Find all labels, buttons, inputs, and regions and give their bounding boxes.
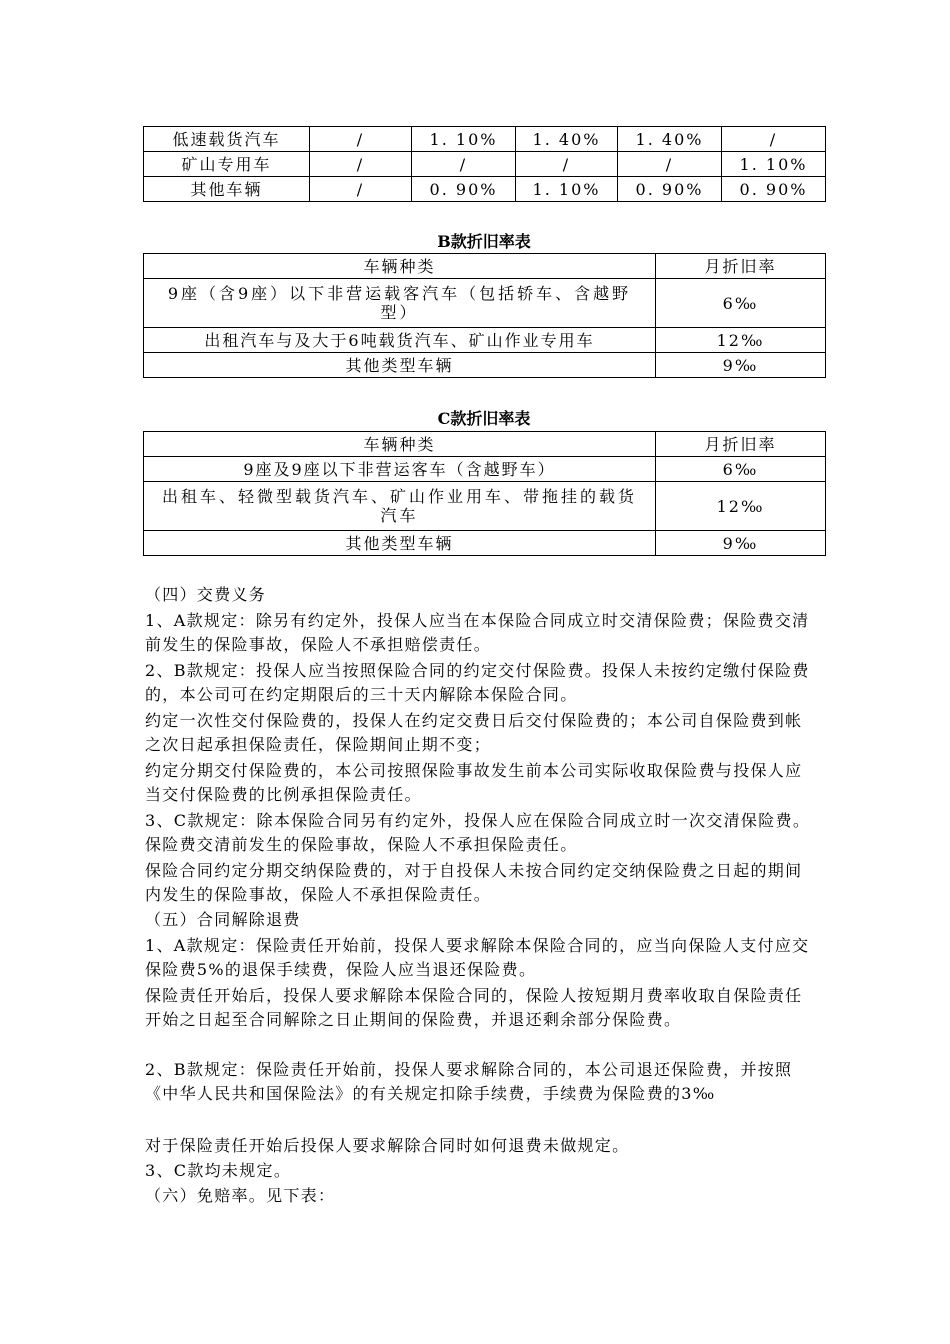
table-cell: 1. 10% <box>412 127 516 152</box>
paragraph: 3、C款均未规定。 <box>145 1161 292 1180</box>
paragraph: 2、B款规定：投保人应当按照保险合同的约定交付保险费。投保人未按约定缴付保险费的，本公司可在约定期限后的三十天内解除本保险合同。 <box>145 661 810 704</box>
paragraph: 保险责任开始后，投保人要求解除本保险合同的，保险人按短期月费率收取自保险责任开始之日起至合同解除之日止期间的保险费，并退还剩余部分保险费。 <box>145 986 803 1029</box>
table-cell: 9‰ <box>656 353 826 378</box>
table-row <box>144 457 826 482</box>
table-row <box>144 152 826 177</box>
table-cell: 出租车、轻微型载货汽车、矿山作业用车、带拖挂的载货汽车 <box>144 482 656 531</box>
paragraph: 2、B款规定：保险责任开始前，投保人要求解除合同的，本公司退还保险费，并按照《中华人民共和国保险法》的有关规定扣除手续费，手续费为保险费的3‰ <box>145 1060 793 1103</box>
table-cell: 1. 40% <box>618 127 722 152</box>
table-cell: 12‰ <box>656 482 826 531</box>
table-cell: / <box>516 152 618 177</box>
table-cell: / <box>722 127 826 152</box>
paragraph: 1、A款规定：保险责任开始前，投保人要求解除本保险合同的，应当向保险人支付应交保险费5%的退保手续费，保险人应当退还保险费。 <box>145 936 810 979</box>
table-cell: / <box>310 152 412 177</box>
paragraph: 对于保险责任开始后投保人要求解除合同时如何退费未做规定。 <box>145 1136 630 1155</box>
section-heading: （四）交费义务 <box>145 585 267 604</box>
table-cell: 其他类型车辆 <box>144 353 656 378</box>
column-header: 月折旧率 <box>656 254 826 279</box>
table-cell: / <box>412 152 516 177</box>
column-header: 月折旧率 <box>656 432 826 457</box>
table-cell: 9‰ <box>656 531 826 556</box>
table-row <box>144 353 826 378</box>
table-cell: 矿山专用车 <box>144 152 310 177</box>
table-cell: 6‰ <box>656 279 826 328</box>
paragraph: 约定分期交付保险费的，本公司按照保险事故发生前本公司实际收取保险费与投保人应当交付保险费的比例承担保险责任。 <box>145 761 803 804</box>
table-row <box>144 177 826 202</box>
table-cell: 0. 90% <box>722 177 826 202</box>
paragraph: 保险合同约定分期交纳保险费的，对于自投保人未按合同约定交纳保险费之日起的期间内发生的保险事故，保险人不承担保险责任。 <box>145 861 803 904</box>
paragraph: 1、A款规定：除另有约定外，投保人应当在本保险合同成立时交清保险费；保险费交清前发生的保险事故，保险人不承担赔偿责任。 <box>145 611 810 654</box>
table-cell: / <box>310 177 412 202</box>
column-header: 车辆种类 <box>144 254 656 279</box>
table-row <box>144 127 826 152</box>
table-cell: 0. 90% <box>618 177 722 202</box>
table-cell: 9座（含9座）以下非营运载客汽车（包括轿车、含越野型） <box>144 279 656 328</box>
table-b-title: B款折旧率表 <box>437 232 531 251</box>
section-heading: （六）免赔率。见下表： <box>145 1186 336 1205</box>
table-cell: 出租汽车与及大于6吨载货汽车、矿山作业专用车 <box>144 328 656 353</box>
table-header-row <box>144 254 826 279</box>
table-cell: 低速载货汽车 <box>144 127 310 152</box>
section-heading: （五）合同解除退费 <box>145 910 301 929</box>
column-header: 车辆种类 <box>144 432 656 457</box>
table-c-title: C款折旧率表 <box>437 409 531 428</box>
table-row <box>144 482 826 531</box>
table-header-row <box>144 432 826 457</box>
depreciation-table-c <box>143 431 826 556</box>
table-cell: 其他类型车辆 <box>144 531 656 556</box>
table-row <box>144 279 826 328</box>
table-cell: 1. 10% <box>722 152 826 177</box>
table-row <box>144 531 826 556</box>
table-cell: 1. 10% <box>516 177 618 202</box>
paragraph: 约定一次性交付保险费的，投保人在约定交费日后交付保险费的；本公司自保险费到帐之次日起承担保险责任，保险期间止期不变； <box>145 711 803 754</box>
paragraph: 3、C款规定：除本保险合同另有约定外，投保人应在保险合同成立时一次交清保险费。保险费交清前发生的保险事故，保险人不承担保险责任。 <box>145 811 811 854</box>
table-cell: 0. 90% <box>412 177 516 202</box>
table-cell: 其他车辆 <box>144 177 310 202</box>
table-cell: 9座及9座以下非营运客车（含越野车） <box>144 457 656 482</box>
table-cell: 12‰ <box>656 328 826 353</box>
table-cell: 1. 40% <box>516 127 618 152</box>
table-cell: 6‰ <box>656 457 826 482</box>
rate-table-a <box>143 126 826 202</box>
table-cell: / <box>310 127 412 152</box>
table-cell: / <box>618 152 722 177</box>
depreciation-table-b <box>143 253 826 378</box>
table-row <box>144 328 826 353</box>
